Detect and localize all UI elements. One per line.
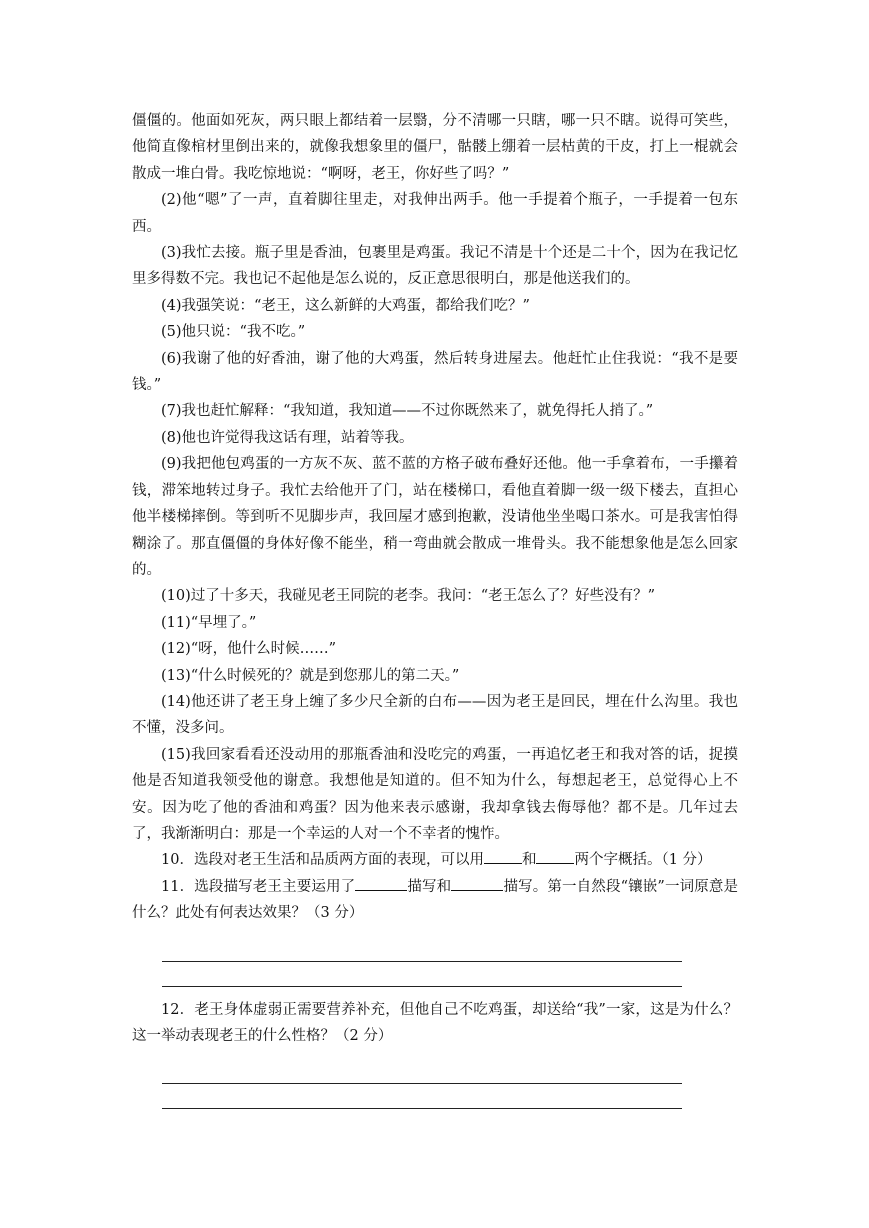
question-11-blank-2[interactable] — [451, 876, 503, 891]
spacer — [132, 987, 738, 997]
passage-paragraph-8: (8)他也许觉得我这话有理，站着等我。 — [161, 429, 414, 446]
question-11 — [132, 874, 738, 927]
answer-line[interactable] — [162, 1059, 682, 1084]
passage-paragraph-4: (4)我强笑说：“老王，这么新鲜的大鸡蛋，都给我们吃？” — [161, 297, 530, 314]
question-10-blank-2[interactable] — [536, 849, 574, 864]
passage-paragraph-3: (3)我忙去接。瓶子里是香油，包裹里是鸡蛋。我记不清是十个还是二十个，因为在我记忆里多得数不完。我也记不起他是怎么说的，反正意思很明白，那是他送我们的。 — [132, 245, 738, 288]
answer-line[interactable] — [162, 962, 682, 987]
question-11-blank-1[interactable] — [355, 876, 407, 891]
answer-line[interactable] — [162, 1084, 682, 1109]
question-11-text-1: 11．选段描写老王主要运用了 — [161, 878, 356, 895]
passage-intro: 僵僵的。他面如死灰，两只眼上都结着一层翳，分不清哪一只瞎，哪一只不瞎。说得可笑些，他简直像棺材里倒出来的，就像我想象里的僵尸，骷髅上绷着一层枯黄的干皮，打上一棍就会散成一堆白骨。我吃惊地说：“啊呀，老王，你好些了吗？” — [132, 113, 738, 182]
passage-paragraph-15: (15)我回家看看还没动用的那瓶香油和没吃完的鸡蛋，一再追忆老王和我对答的话，捉摸他是否知道我领受他的谢意。我想他是知道的。但不知为什么，每想起老王，总觉得心上不安。因为吃了他的香油和鸡蛋？因为他来表示感谢，我却拿钱去侮辱他？都不是。几年过去了，我渐渐明白：那是一个幸运的人对一个不幸者的愧怍。 — [132, 746, 738, 842]
passage-paragraph-6: (6)我谢了他的好香油，谢了他的大鸡蛋，然后转身进屋去。他赶忙止住我说：“我不是要钱。” — [132, 350, 738, 394]
question-10-blank-1[interactable] — [484, 849, 522, 864]
answer-line[interactable] — [162, 937, 682, 962]
question-10-text-3: 两个字概括。（1 分） — [574, 852, 712, 869]
passage-paragraph-10: (10)过了十多天，我碰见老王同院的老李。我问：“老王怎么了？好些没有？” — [161, 588, 656, 605]
passage-paragraph-9: (9)我把他包鸡蛋的一方灰不灰、蓝不蓝的方格子破布叠好还他。他一手拿着布，一手攥着钱，滞笨地转过身子。我忙去给他开了门，站在楼梯口，看他直着脚一级一级下楼去，直担心他半楼梯摔倒。等到听不见脚步声，我回屋才感到抱歉，没请他坐坐喝口茶水。可是我害怕得糊涂了。那直僵僵的身体好像不能坐，稍一弯曲就会散成一堆骨头。我不能想象他是怎么回家的。 — [132, 456, 738, 578]
passage-paragraph-14: (14)他还讲了老王身上缠了多少尺全新的白布——因为老王是回民，埋在什么沟里。我也不懂，没多问。 — [132, 693, 738, 737]
question-11-text-2: 描写和 — [407, 878, 452, 895]
passage-paragraph-11: (11)“早埋了。” — [161, 614, 257, 631]
question-12-answer-area[interactable] — [162, 1059, 682, 1109]
question-11-text-3: 描写。第一自然段“镶嵌”一词原意是什么？此处有何表达效果？（3 分） — [132, 878, 739, 922]
passage-paragraph-13: (13)“什么时候死的？就是到您那儿的第二天。” — [161, 667, 460, 684]
passage-paragraph-5: (5)他只说：“我不吃。” — [161, 324, 306, 341]
question-10-text-2: 和 — [521, 852, 537, 869]
question-10 — [132, 847, 738, 873]
question-12: 12．老王身体虚弱正需要营养补充，但他自己不吃鸡蛋，却送给“我”一家，这是为什么？这一举动表现老王的什么性格？（2 分） — [132, 1001, 738, 1044]
question-10-text-1: 10．选段对老王生活和品质两方面的表现，可以用 — [161, 852, 484, 869]
question-11-answer-area[interactable] — [162, 937, 682, 987]
passage-paragraph-2: (2)他“嗯”了一声，直着脚往里走，对我伸出两手。他一手提着个瓶子，一手提着一包东西。 — [132, 192, 738, 235]
reading-passage — [132, 108, 738, 1109]
passage-paragraph-7: (7)我也赶忙解释：“我知道，我知道——不过你既然来了，就免得托人捎了。” — [161, 403, 654, 420]
passage-paragraph-12: (12)“呀，他什么时候……” — [161, 641, 337, 658]
